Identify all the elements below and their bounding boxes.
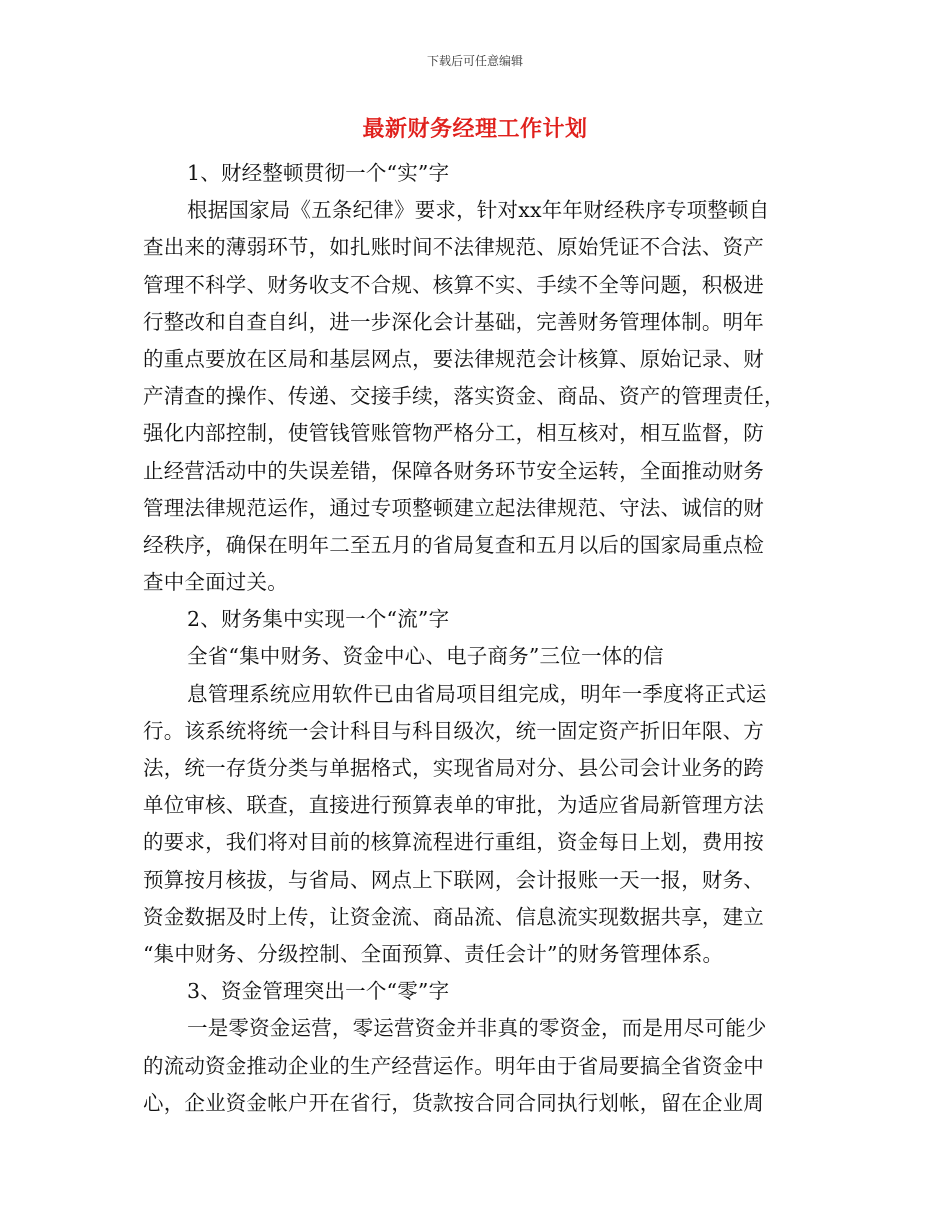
body-text-line: 的要求，我们将对目前的核算流程进行重组，资金每日上划，费用按 (143, 830, 764, 855)
body-text-line: 预算按月核拔，与省局、网点上下联网，会计报账一天一报，财务、 (143, 867, 764, 892)
body-text-line: 查出来的薄弱环节，如扎账时间不法律规范、原始凭证不合法、资产 (143, 235, 764, 260)
body-text-line: 心，企业资金帐户开在省行，货款按合同合同执行划帐，留在企业周 (143, 1090, 764, 1115)
body-text-line: 行。该系统将统一会计科目与科目级次，统一固定资产折旧年限、方 (143, 718, 764, 743)
body-text-line: 的重点要放在区局和基层网点，要法律规范会计核算、原始记录、财 (143, 346, 764, 371)
document-title: 最新财务经理工作计划 (362, 117, 588, 142)
body-text-line: 法，统一存货分类与单据格式，实现省局对分、县公司会计业务的跨 (143, 756, 764, 780)
body-text-line: 管理法律规范运作，通过专项整顿建立起法律规范、守法、诚信的财 (143, 495, 764, 520)
body-text-line: 根据国家局《五条纪律》要求，针对xx年年财经秩序专项整顿自 (187, 198, 770, 223)
body-text-line: 2、财务集中实现一个“流”字 (187, 607, 450, 632)
body-text-line: 1、财经整顿贯彻一个“实”字 (187, 161, 450, 185)
body-text-line: 行整改和自查自纠，进一步深化会计基础，完善财务管理体制。明年 (143, 309, 764, 334)
body-text-line: 资金数据及时上传，让资金流、商品流、信息流实现数据共享，建立 (143, 904, 764, 929)
body-text-line: 止经营活动中的失误差错，保障各财务环节安全运转，全面推动财务 (143, 458, 764, 483)
body-text-line: 一是零资金运营，零运营资金并非真的零资金，而是用尽可能少 (187, 1016, 767, 1041)
document-body (143, 155, 803, 1122)
body-text-line: 强化内部控制，使管钱管账管物严格分工，相互核对，相互监督，防 (143, 421, 764, 446)
body-text-line: 单位审核、联查，直接进行预算表单的审批，为适应省局新管理方法 (143, 793, 764, 818)
body-text-line: 查中全面过关。 (143, 570, 288, 595)
body-text-line: “集中财务、分级控制、全面预算、责任会计”的财务管理体系。 (143, 941, 724, 966)
body-text-line: 管理不科学、财务收支不合规、核算不实、手续不全等问题，积极进 (143, 272, 764, 297)
body-text-line: 产清查的操作、传递、交接手续，落实资金、商品、资产的管理责任， (143, 384, 785, 409)
body-text-line: 全省“集中财务、资金中心、电子商务”三位一体的信 (187, 644, 664, 669)
body-text-line: 的流动资金推动企业的生产经营运作。明年由于省局要搞全省资金中 (143, 1053, 764, 1078)
body-text-line: 3、资金管理突出一个“零”字 (187, 979, 450, 1004)
body-text-line: 息管理系统应用软件已由省局项目组完成，明年一季度将正式运 (187, 681, 767, 706)
page-header-note: 下载后可任意编辑 (426, 54, 523, 68)
body-text-line: 经秩序，确保在明年二至五月的省局复查和五月以后的国家局重点检 (143, 532, 764, 557)
